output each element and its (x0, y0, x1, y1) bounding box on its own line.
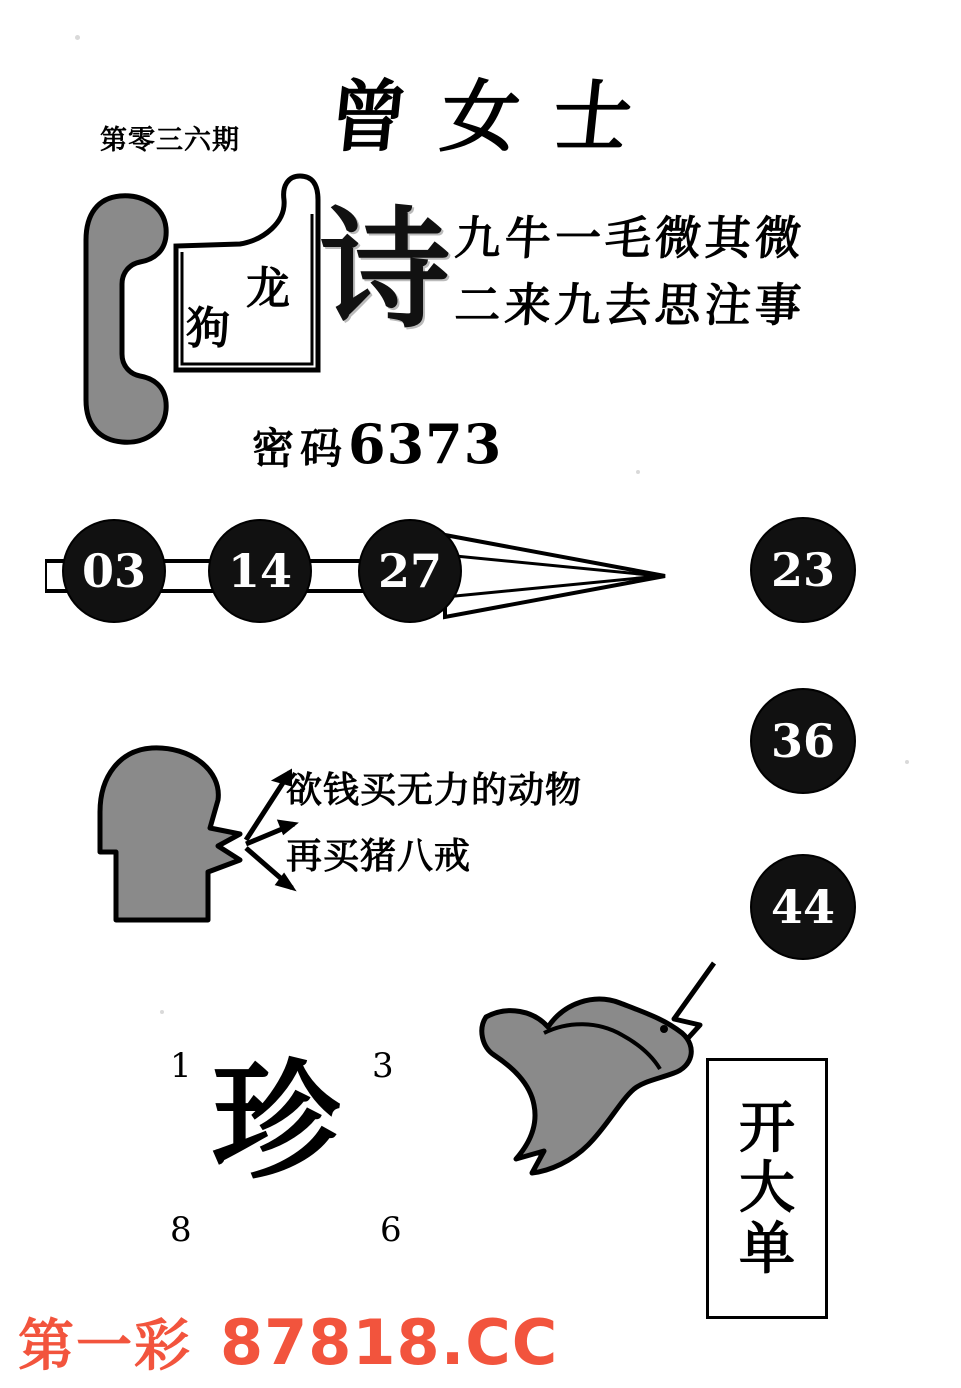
zodiac-top-char: 龙 (246, 263, 290, 314)
corner-number-top-right: 3 (372, 1046, 394, 1086)
number-ball: 27 (360, 521, 460, 621)
number-ball: 36 (752, 690, 854, 792)
number-ball: 14 (210, 521, 310, 621)
banner-char-3: 单 (739, 1215, 795, 1282)
page-title: 曾女士 (324, 72, 671, 163)
lucky-char: 珍 (212, 1047, 341, 1197)
paper-speck (905, 760, 909, 764)
footer-brand: 第一彩 (18, 1313, 192, 1379)
footer-watermark (18, 1302, 558, 1382)
paper-speck (636, 470, 640, 474)
banner-char-2: 大 (739, 1155, 795, 1222)
poem-line-2: 二来九去思注事 (453, 277, 807, 332)
vertical-banner (706, 1058, 828, 1319)
hint-text-2: 再买猪八戒 (286, 835, 472, 877)
password-label: 密码 (252, 424, 349, 473)
corner-number-bottom-left: 8 (170, 1210, 192, 1250)
paper-speck (75, 35, 80, 40)
poem-line-1: 九牛一毛微其微 (453, 211, 807, 265)
paper-speck (160, 1010, 164, 1014)
footer-url: 87818.CC (220, 1305, 559, 1379)
zodiac-bottom-char: 狗 (186, 303, 230, 354)
password-value: 6373 (348, 412, 503, 476)
number-ball: 03 (64, 521, 164, 621)
poem-lines (455, 205, 885, 338)
poem-big-char: 诗 (320, 193, 451, 346)
hint-text-1: 欲钱买无力的动物 (286, 769, 583, 811)
issue-label: 第零三六期 (100, 125, 240, 156)
number-ball: 23 (752, 519, 854, 621)
corner-number-bottom-right: 6 (380, 1210, 402, 1250)
corner-number-top-left: 1 (170, 1046, 192, 1086)
number-ball: 44 (752, 856, 854, 958)
password-row (252, 412, 502, 476)
banner-char-1: 开 (739, 1095, 795, 1162)
